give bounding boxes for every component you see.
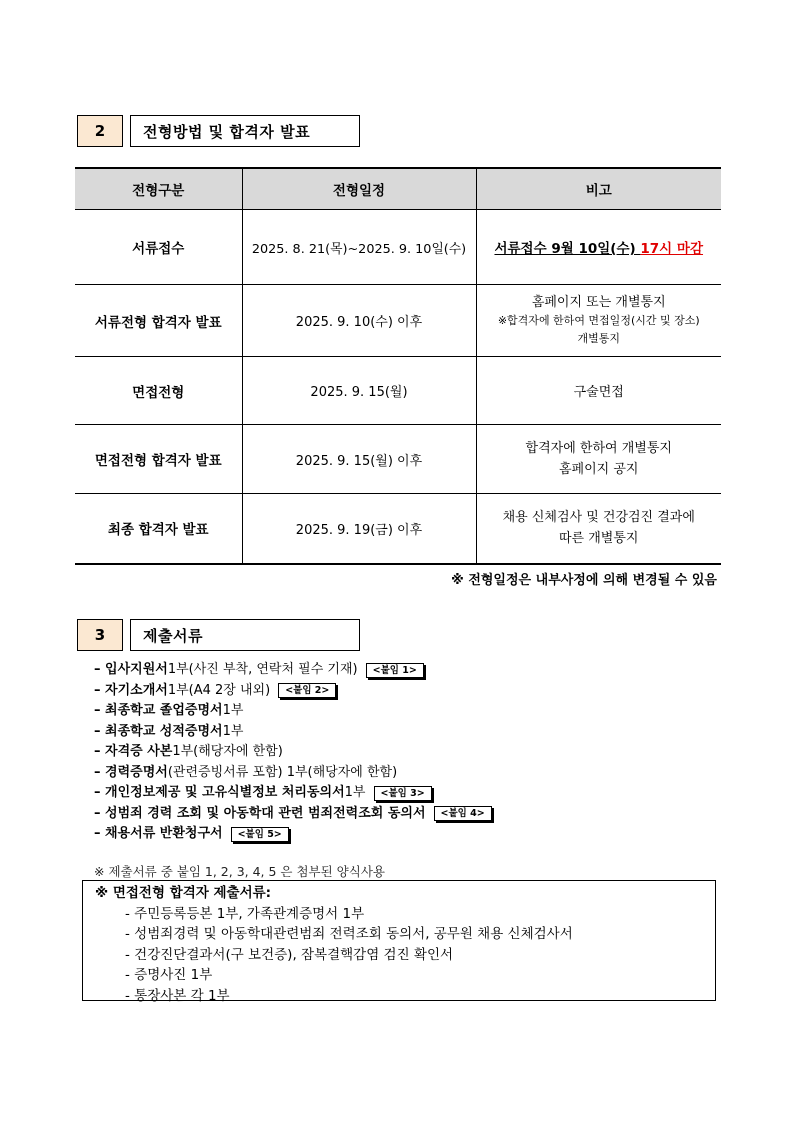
remark-text: 합격자에 한하여 개별통지 (525, 441, 672, 456)
section-title: 전형방법 및 합격자 발표 (130, 115, 360, 147)
list-item: - 성범죄경력 및 아동학대관련범죄 전력조회 동의서, 공무원 채용 신체검사서 (125, 926, 573, 942)
remark-text: 홈페이지 또는 개별통지 (531, 294, 666, 310)
list-item (94, 660, 492, 681)
stage-cell: 최종 합격자 발표 (75, 494, 242, 564)
list-item (94, 722, 492, 743)
remark-cell (476, 210, 721, 285)
document-name: – 입사지원서 (94, 662, 168, 677)
document-detail: 1부(해당자에 한함) (172, 744, 283, 759)
table-row (75, 357, 721, 425)
remark-note: ※합격자에 한하여 면접일정(시간 및 장소) (497, 313, 700, 327)
column-header: 비고 (476, 168, 721, 210)
table-row (75, 494, 721, 564)
section-number: 3 (77, 619, 123, 651)
documents-list (94, 660, 492, 845)
column-header: 전형구분 (75, 168, 242, 210)
schedule-table (75, 167, 721, 565)
attachment-tag: <붙임 5> (231, 827, 289, 842)
list-item (94, 824, 492, 845)
list-item: - 주민등록등본 1부, 가족관계증명서 1부 (125, 905, 365, 922)
document-detail: 1부 (222, 723, 244, 739)
list-item: - 증명사진 1부 (125, 967, 213, 983)
section-number: 2 (77, 115, 123, 147)
stage-cell: 서류전형 합격자 발표 (75, 285, 242, 357)
remark-text: 따른 개별통지 (559, 531, 639, 547)
document-name: – 자격증 사본 (94, 744, 173, 759)
table-row (75, 210, 721, 285)
list-item: - 통장사본 각 1부 (125, 987, 230, 1004)
date-cell: 2025. 9. 19(금) 이후 (242, 494, 476, 564)
attachment-tag: <붙임 2> (278, 683, 336, 698)
date-cell: 2025. 9. 15(월) 이후 (242, 425, 476, 494)
document-name: – 최종학교 졸업증명서 (94, 703, 223, 718)
list-item (94, 783, 492, 804)
document-name: – 채용서류 반환청구서 (94, 826, 223, 841)
remark-text: 홈페이지 공지 (559, 462, 639, 477)
document-detail: 1부 (222, 703, 244, 718)
document-detail: (관련증빙서류 포함) 1부(해당자에 한함) (167, 764, 398, 780)
table-header-row (75, 168, 721, 210)
attachment-tag: <붙임 3> (374, 786, 432, 801)
document-name: – 성범죄 경력 조회 및 아동학대 관련 범죄전력조회 동의서 (94, 805, 426, 821)
stage-cell: 면접전형 (75, 357, 242, 425)
attachment-tag: <붙임 1> (366, 663, 424, 678)
document-detail: 1부(사진 부착, 연락처 필수 기재) (167, 662, 358, 677)
deadline-text: 17시 마감 (640, 241, 704, 257)
box-title: ※ 면접전형 합격자 제출서류: (95, 885, 272, 901)
interview-documents-box (82, 880, 716, 1004)
table-row (75, 285, 721, 357)
list-item (94, 804, 492, 825)
document-name: – 최종학교 성적증명서 (94, 723, 223, 739)
stage-cell: 면접전형 합격자 발표 (75, 425, 242, 494)
remark-cell: 구술면접 (476, 357, 721, 425)
column-header: 전형일정 (242, 168, 476, 210)
table-row (75, 425, 721, 494)
stage-cell: 서류접수 (75, 210, 242, 285)
document-detail: 1부(A4 2장 내외) (167, 682, 271, 698)
document-name: – 개인정보제공 및 고유식별정보 처리동의서 (94, 785, 345, 800)
date-cell: 2025. 8. 21(목)~2025. 9. 10일(수) (242, 210, 476, 285)
document-detail: 1부 (344, 785, 366, 800)
remark-cell (476, 494, 721, 564)
attachment-note: ※ 제출서류 중 붙임 1, 2, 3, 4, 5 은 첨부된 양식사용 (94, 864, 385, 879)
date-cell: 2025. 9. 10(수) 이후 (242, 285, 476, 357)
list-item (94, 701, 492, 722)
attachment-tag: <붙임 4> (434, 806, 492, 821)
section-title: 제출서류 (130, 619, 360, 651)
remark-note: 개별통지 (577, 331, 620, 345)
remark-cell (476, 285, 721, 357)
date-cell: 2025. 9. 15(월) (242, 357, 476, 425)
remark-text: 채용 신체검사 및 건강검진 결과에 (502, 510, 695, 526)
list-item (94, 681, 492, 702)
document-name: – 경력증명서 (94, 764, 168, 780)
list-item (94, 763, 492, 784)
list-item (94, 742, 492, 763)
list-item: - 건강진단결과서(구 보건증), 잠복결핵감염 검진 확인서 (125, 946, 454, 963)
remark-cell (476, 425, 721, 494)
remark-text: 서류접수 9월 10일(수) (494, 241, 641, 257)
schedule-note: ※ 전형일정은 내부사정에 의해 변경될 수 있음 (451, 573, 717, 588)
document-name: – 자기소개서 (94, 682, 168, 698)
